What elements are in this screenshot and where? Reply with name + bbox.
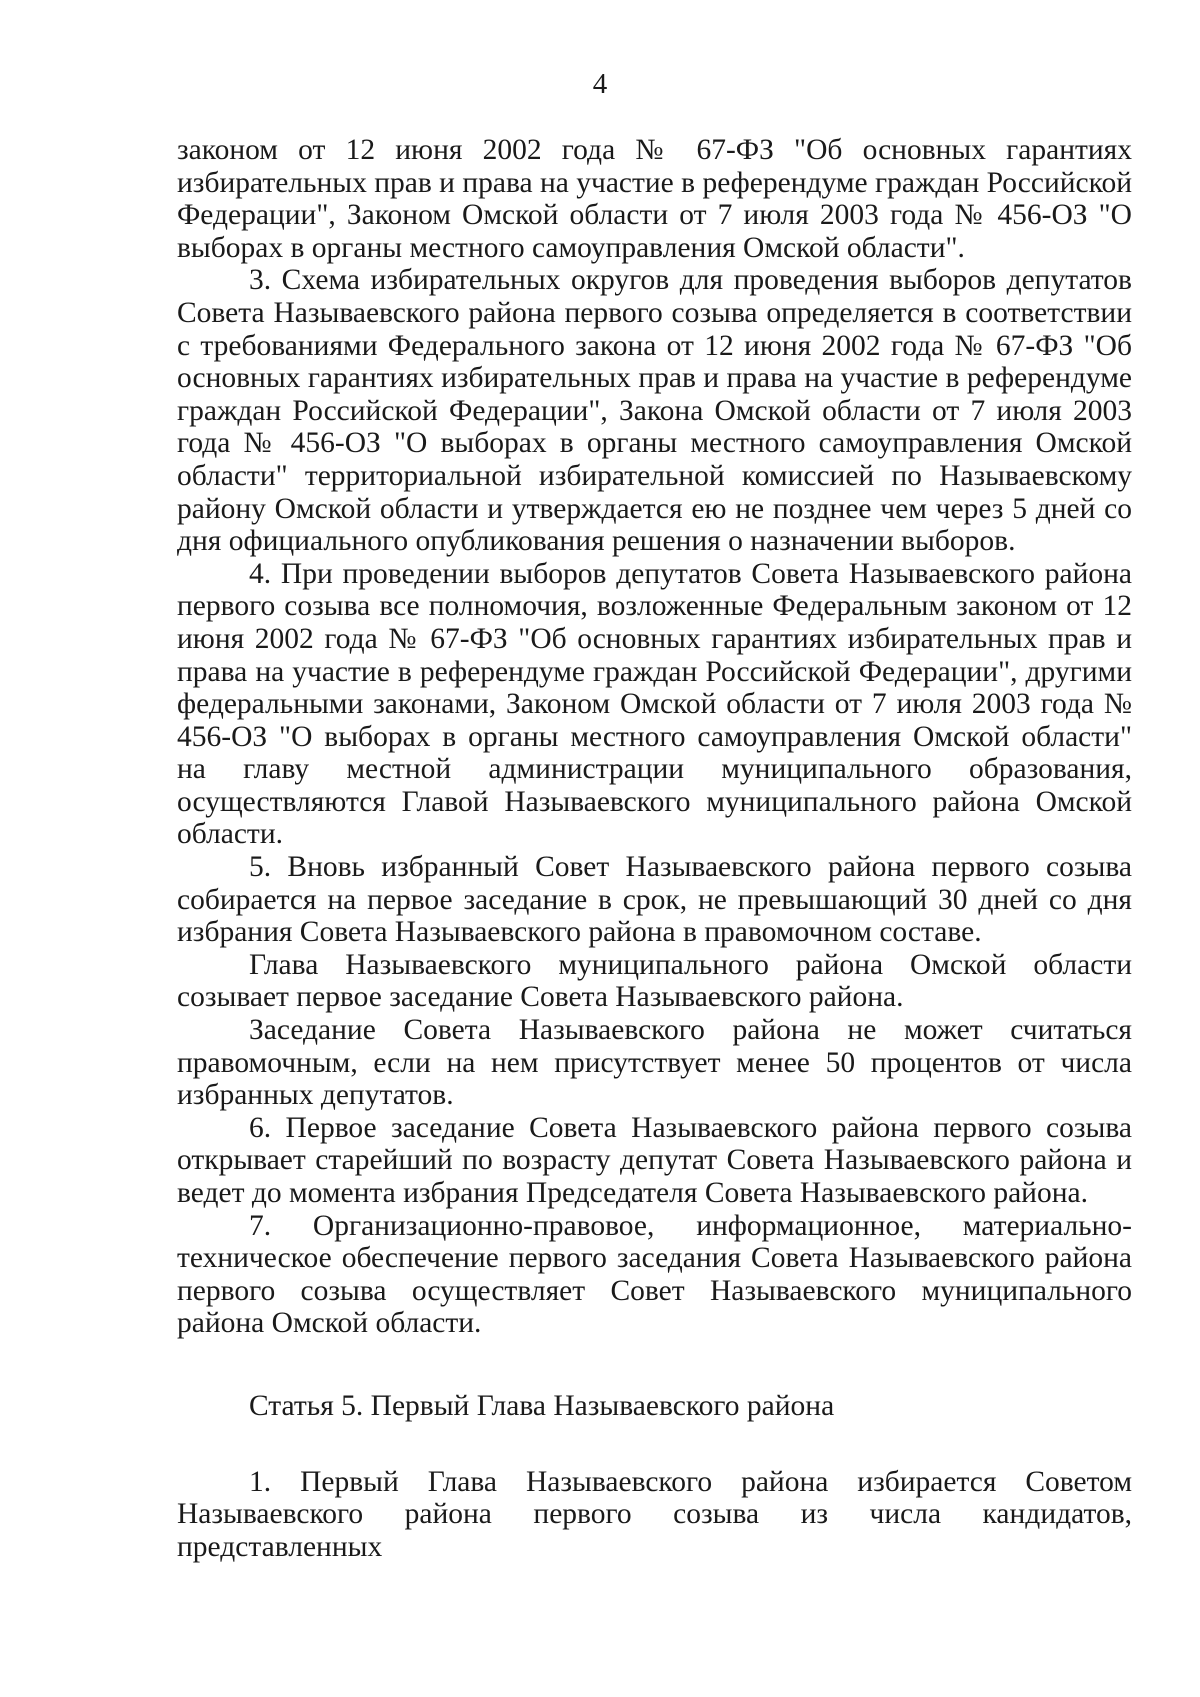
paragraph-item-7: 7. Организационно-правовое, информационное, материально-техническое обеспечение первого заседания Совета Называевского района первого созыва осуществляет Совет Называевского муниципального района Омской области. [177, 1209, 1132, 1340]
paragraph-item-4: 4. При проведении выборов депутатов Совета Называевского района первого созыва все полномочия, возложенные Федеральным законом от 12 июня 2002 года № 67-ФЗ "Об основных гарантиях избирательных прав и права на участие в референдуме граждан Российской Федерации", другими федеральными законами, Законом Омской области от 7 июля 2003 года № 456-ОЗ "О выборах в органы местного самоуправления Омской области" на главу местной администрации муниципального образования, осуществляются Главой Называевского муниципального района Омской области. [177, 557, 1132, 851]
paragraph-continuation: законом от 12 июня 2002 года № 67-ФЗ "Об основных гарантиях избирательных прав и права на участие в референдуме граждан Российской Федерации", Законом Омской области от 7 июля 2003 года № 456-ОЗ "О выборах в органы местного самоуправления Омской области". [177, 134, 1132, 264]
paragraph-article-5-item-1: 1. Первый Глава Называевского района избирается Советом Называевского района первого созыва из числа кандидатов, представленных [177, 1465, 1132, 1563]
page-number: 4 [592, 68, 608, 100]
paragraph-item-5: 5. Вновь избранный Совет Называевского района первого созыва собирается на первое заседание в срок, не превышающий 30 дней со дня избрания Совета Называевского района в правомочном составе. [177, 851, 1132, 949]
paragraph-item-5-convening: Глава Называевского муниципального района Омской области созывает первое заседание Совета Называевского района. [177, 948, 1132, 1014]
document-text [177, 134, 1132, 1563]
paragraph-item-3: 3. Схема избирательных округов для проведения выборов депутатов Совета Называевского района первого созыва определяется в соответствии с требованиями Федерального закона от 12 июня 2002 года № 67-ФЗ "Об основных гарантиях избирательных прав и права на участие в референдуме граждан Российской Федерации", Закона Омской области от 7 июля 2003 года № 456-ОЗ "О выборах в органы местного самоуправления Омской области" территориальной избирательной комиссией по Называевскому району Омской области и утверждается ею не позднее чем через 5 дней со дня официального опубликования решения о назначении выборов. [177, 264, 1132, 558]
article-heading: Статья 5. Первый Глава Называевского района [249, 1389, 835, 1422]
paragraph-item-6: 6. Первое заседание Совета Называевского района первого созыва открывает старейший по возрасту депутат Совета Называевского района и ведет до момента избрания Председателя Совета Называевского района. [177, 1111, 1132, 1209]
paragraph-item-5-quorum: Заседание Совета Называевского района не может считаться правомочным, если на нем присутствует менее 50 процентов от числа избранных депутатов. [177, 1014, 1132, 1112]
